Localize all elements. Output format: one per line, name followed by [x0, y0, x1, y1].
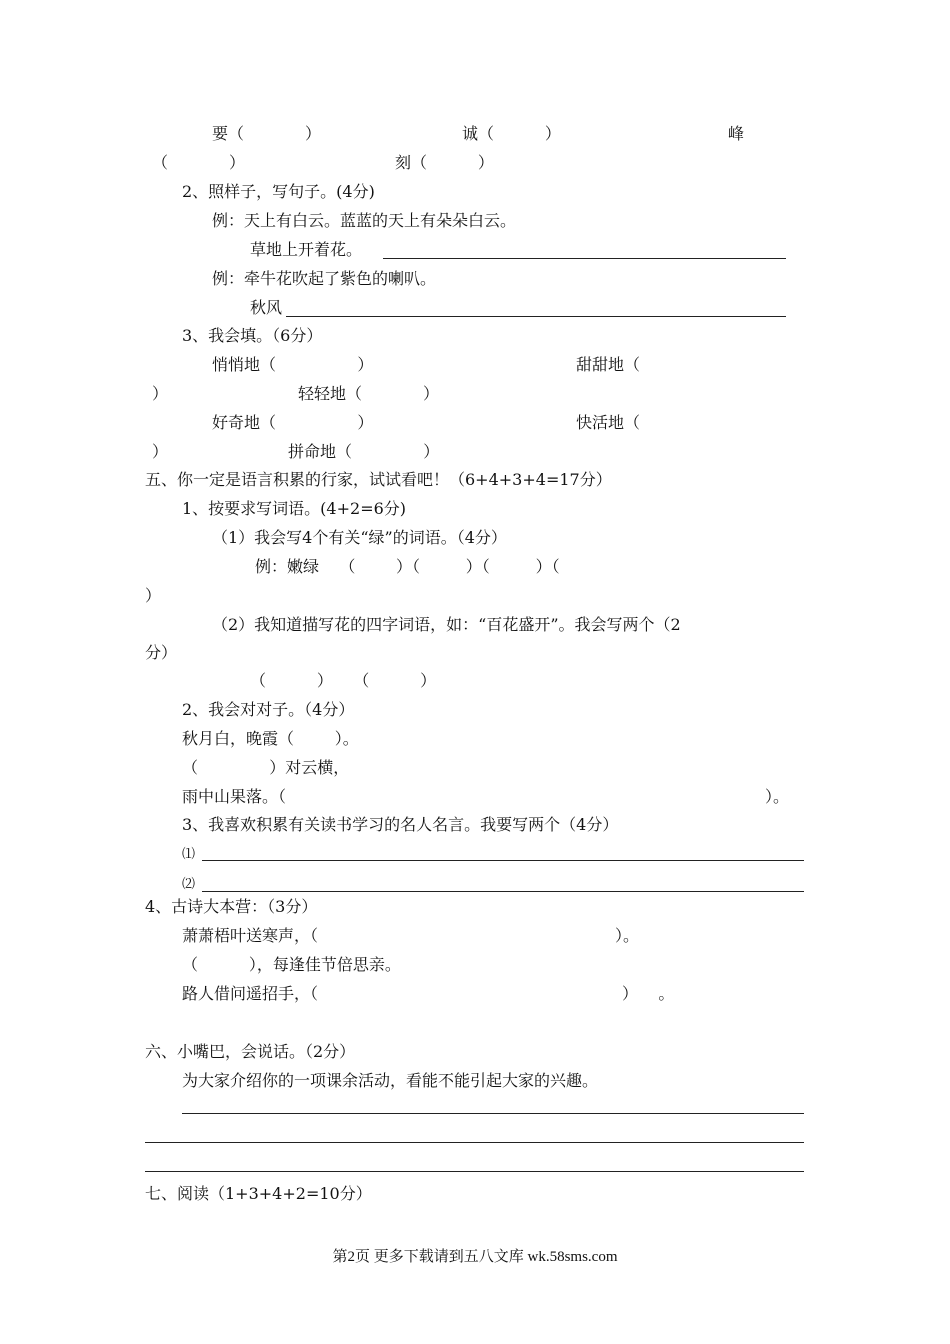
fill-blank-yao: 要（ ）	[212, 124, 322, 143]
fill-blank-feng-paren: （ ）	[152, 153, 246, 172]
section-5-q4: 4、古诗大本营：（3分）	[145, 897, 318, 916]
answer-line[interactable]	[202, 860, 804, 861]
fill-qiaoqiao: 悄悄地（ ）	[212, 355, 374, 374]
quote-number-2: ⑵	[182, 877, 196, 892]
fill-blank-cheng: 诚（ ）	[462, 124, 561, 143]
fill-blank-ke: 刻（ ）	[395, 153, 494, 172]
section-5-q1-1: （1）我会写4个有关“绿”的词语。（4分）	[212, 528, 507, 547]
poem-line-3-close: ） 。	[622, 984, 675, 1003]
example-2-task: 秋风	[250, 298, 283, 317]
question-3-heading: 3、我会填。（6分）	[182, 326, 323, 345]
fill-tiantian: 甜甜地（	[576, 355, 641, 374]
answer-line[interactable]	[383, 258, 786, 259]
fill-haoqi: 好奇地（ ）	[212, 413, 374, 432]
page-footer: 第2页 更多下载请到五八文库 wk.58sms.com	[332, 1249, 618, 1265]
section-7-heading: 七、阅读（1+3+4+2=10分）	[145, 1184, 372, 1203]
couplet-3-close: ）。	[765, 787, 790, 806]
answer-line[interactable]	[145, 1171, 804, 1172]
poem-line-2: （ ），每逢佳节倍思亲。	[182, 955, 401, 974]
section-5-q1: 1、按要求写词语。(4+2=6分)	[182, 499, 407, 518]
fill-pinming: 拼命地（ ）	[288, 442, 440, 461]
example-1-task: 草地上开着花。	[250, 240, 363, 259]
quote-number-1: ⑴	[182, 847, 196, 862]
poem-line-3: 路人借问遥招手，（	[182, 984, 319, 1003]
section-5-q1-1-close: ）	[145, 586, 162, 605]
section-6-heading: 六、小嘴巴，会说话。（2分）	[145, 1042, 356, 1061]
answer-line[interactable]	[145, 1142, 804, 1143]
section-5-q1-1-example: 例：嫩绿 （ ）（ ）（ ）（	[255, 557, 560, 576]
couplet-3: 雨中山果落。（	[182, 787, 287, 806]
answer-line[interactable]	[182, 1113, 804, 1114]
example-2: 例：牵牛花吹起了紫色的喇叭。	[212, 269, 437, 288]
couplet-1: 秋月白，晚霞（ ）。	[182, 729, 359, 748]
section-5-heading: 五、你一定是语言积累的行家，试试看吧！（6+4+3+4=17分）	[145, 470, 612, 489]
section-6-task: 为大家介绍你的一项课余活动，看能不能引起大家的兴趣。	[182, 1071, 599, 1090]
answer-line[interactable]	[202, 891, 804, 892]
section-5-q1-2-blanks: （ ） （ ）	[250, 671, 437, 690]
example-1: 例：天上有白云。蓝蓝的天上有朵朵白云。	[212, 211, 517, 230]
section-5-q1-2: （2）我知道描写花的四字词语，如：“百花盛开”。我会写两个（2	[212, 615, 681, 634]
answer-line[interactable]	[286, 316, 786, 317]
poem-line-1-close: ）。	[615, 926, 640, 945]
question-2-heading: 2、照样子，写句子。(4分)	[182, 182, 375, 201]
poem-line-1: 萧萧梧叶送寒声，（	[182, 926, 319, 945]
fill-blank-feng: 峰	[728, 124, 745, 143]
section-5-q3: 3、我喜欢积累有关读书学习的名人名言。我要写两个（4分）	[182, 815, 619, 834]
fill-qingqing: 轻轻地（ ）	[298, 384, 440, 403]
couplet-2: （ ）对云横，	[182, 758, 350, 777]
fill-kuaihuo-close: ）	[152, 442, 169, 461]
fill-tiantian-close: ）	[152, 384, 169, 403]
section-5-q1-2-cont: 分）	[145, 643, 178, 662]
section-5-q2: 2、我会对对子。（4分）	[182, 700, 355, 719]
fill-kuaihuo: 快活地（	[576, 413, 641, 432]
